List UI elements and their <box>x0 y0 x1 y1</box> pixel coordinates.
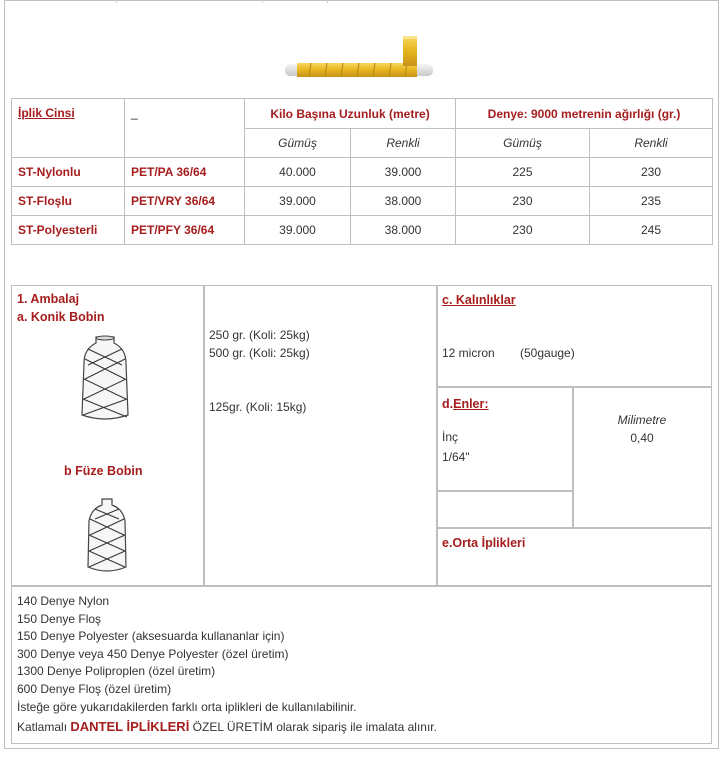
kalinlik-value: 12 micron <box>442 346 495 360</box>
group-header-denye: Denye: 9000 metrenin ağırlığı (gr.) <box>456 99 713 129</box>
list-item: 140 Denye Nylon <box>17 594 110 608</box>
group-header-length: Kilo Başına Uzunluk (metre) <box>245 99 456 129</box>
enler-value-mm: 0,40 <box>630 431 654 445</box>
row-den-gumus: 230 <box>456 216 590 245</box>
row-den-gumus: 230 <box>456 187 590 216</box>
row-den-gumus: 225 <box>456 158 590 187</box>
fuze-bobin-image <box>85 497 129 575</box>
row-type: ST-Polyesterli <box>12 216 125 245</box>
row-code: PET/PFY 36/64 <box>125 216 245 245</box>
table-row <box>12 158 713 187</box>
row-code: PET/VRY 36/64 <box>125 187 245 216</box>
kalinlik-gauge: (50gauge) <box>520 346 575 360</box>
pack-line: 500 gr. (Koli: 25kg) <box>209 346 310 360</box>
kalinliklar-title: c. Kalınlıklar <box>442 293 516 307</box>
final-suffix: ÖZEL ÜRETİM olarak sipariş ile imalata alınır. <box>192 720 437 735</box>
list-item: 150 Denye Polyester (aksesuarda kullananlar için) <box>17 629 285 644</box>
row-len-gumus: 39.000 <box>245 187 351 216</box>
table-row <box>12 187 713 216</box>
list-item: 1300 Denye Poliproplen (özel üretim) <box>17 664 216 679</box>
row-len-renkli: 38.000 <box>351 216 456 245</box>
table-header-row <box>12 99 713 129</box>
row-den-renkli: 230 <box>590 158 713 187</box>
yarn-spool-image <box>283 34 435 80</box>
subheader-renkli: Renkli <box>590 129 713 158</box>
top-divider <box>116 0 117 3</box>
enler-unit-mm: Milimetre <box>617 413 667 427</box>
col-header-blank: _ <box>125 99 245 158</box>
enler-title: d.Enler: <box>442 397 489 411</box>
row-len-gumus: 40.000 <box>245 158 351 187</box>
top-divider <box>262 0 263 3</box>
row-len-renkli: 38.000 <box>351 187 456 216</box>
row-type: ST-Floşlu <box>12 187 125 216</box>
row-len-renkli: 39.000 <box>351 158 456 187</box>
pack-line: 125gr. (Koli: 15kg) <box>209 400 307 414</box>
konik-bobin-title: a. Konik Bobin <box>17 310 105 324</box>
empty-cell <box>436 490 574 529</box>
orta-iplik-list <box>17 593 437 737</box>
konik-bobin-image <box>80 335 130 425</box>
final-prefix: Katlamalı <box>17 720 68 735</box>
list-item: İsteğe göre yukarıdakilerden farklı orta iplikleri de kullanılabilinir. <box>17 699 357 714</box>
top-divider <box>327 0 328 3</box>
fuze-bobin-title: b Füze Bobin <box>64 464 143 478</box>
spec-table <box>11 98 713 245</box>
list-item: 600 Denye Floş (özel üretim) <box>17 681 172 696</box>
enler-value-inch: 1/64" <box>442 450 470 464</box>
list-item: 300 Denye veya 450 Denye Polyester (özel üretim) <box>17 646 289 661</box>
list-item: 150 Denye Floş <box>17 611 102 626</box>
col-header-iplik-cinsi: İplik Cinsi <box>12 99 125 158</box>
row-len-gumus: 39.000 <box>245 216 351 245</box>
row-den-renkli: 235 <box>590 187 713 216</box>
row-den-renkli: 245 <box>590 216 713 245</box>
table-row <box>12 216 713 245</box>
row-type: ST-Nylonlu <box>12 158 125 187</box>
enler-unit-inch: İnç <box>442 430 459 444</box>
dantel-highlight: DANTEL İPLİKLERİ <box>70 719 190 735</box>
row-code: PET/PA 36/64 <box>125 158 245 187</box>
subheader-gumus: Gümüş <box>456 129 590 158</box>
orta-iplikleri-title: e.Orta İplikleri <box>442 536 526 550</box>
subheader-renkli: Renkli <box>351 129 456 158</box>
milimetre-cell <box>572 386 712 529</box>
pack-line: 250 gr. (Koli: 25kg) <box>209 328 310 342</box>
subheader-gumus: Gümüş <box>245 129 351 158</box>
ambalaj-title: 1. Ambalaj <box>17 292 80 306</box>
list-item-final <box>17 718 437 737</box>
